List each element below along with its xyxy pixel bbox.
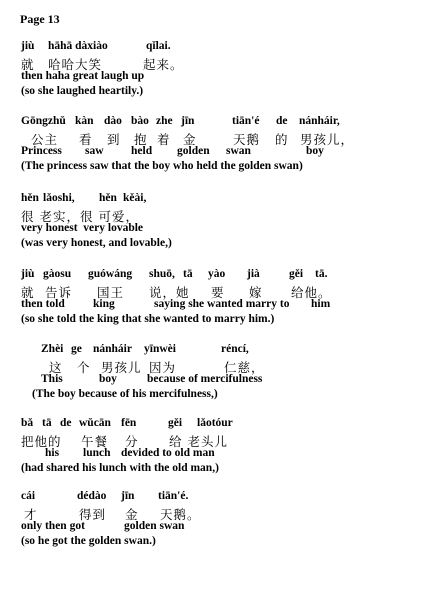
pinyin-line bbox=[21, 343, 417, 358]
pinyin-word: tā bbox=[42, 417, 52, 429]
hanzi-word: 得到 bbox=[79, 507, 107, 522]
pinyin-word: bào bbox=[131, 115, 149, 127]
pinyin-word: nánháir bbox=[93, 343, 132, 355]
english-gloss: his bbox=[45, 447, 60, 459]
hanzi-word: 仁慈， bbox=[224, 360, 265, 375]
english-gloss: devided to old man bbox=[121, 447, 215, 459]
sentence-block bbox=[21, 40, 417, 100]
hanzi-word: 男孩儿， bbox=[300, 132, 355, 147]
hanzi-word: 金 bbox=[125, 507, 139, 522]
pinyin-word: gěi bbox=[168, 417, 183, 429]
english-gloss: Princess bbox=[21, 145, 62, 157]
pinyin-word: nánháir, bbox=[299, 115, 340, 127]
pinyin-word: jiù bbox=[21, 40, 35, 52]
hanzi-line bbox=[21, 130, 417, 145]
hanzi-word: 把他的 bbox=[21, 434, 62, 449]
hanzi-word: 要 bbox=[211, 285, 225, 300]
sentence-block bbox=[21, 417, 417, 477]
pinyin-word: de bbox=[60, 417, 72, 429]
translation-line: (The princess saw that the boy who held the golden swan) bbox=[21, 160, 303, 172]
pinyin-line bbox=[21, 115, 417, 130]
sentence-block bbox=[21, 268, 417, 328]
hanzi-word: 分 bbox=[125, 434, 139, 449]
english-gloss: This bbox=[41, 373, 63, 385]
pinyin-word: jīn bbox=[181, 115, 195, 127]
english-gloss: only then got bbox=[21, 520, 85, 532]
hanzi-word: 天鹅 bbox=[233, 132, 261, 147]
english-gloss: very honest very lovable bbox=[21, 222, 144, 234]
pinyin-word: wǔcān bbox=[79, 417, 111, 429]
pinyin-word: lǎotóur bbox=[197, 417, 233, 429]
english-gloss-line bbox=[21, 145, 417, 160]
pinyin-word: hěn bbox=[99, 192, 117, 204]
pinyin-word: gěi bbox=[289, 268, 304, 280]
hanzi-word: 着 bbox=[157, 132, 171, 147]
pinyin-word: jiù bbox=[21, 268, 35, 280]
hanzi-word: 国王 bbox=[97, 285, 125, 300]
hanzi-word: 才 bbox=[24, 507, 38, 522]
pinyin-line bbox=[21, 490, 417, 505]
pinyin-word: bǎ bbox=[21, 417, 34, 429]
hanzi-word: 天鹅。 bbox=[160, 507, 201, 522]
translation-line: (so he got the golden swan.) bbox=[21, 535, 156, 547]
english-gloss-line bbox=[21, 520, 417, 535]
hanzi-word: 很 老实，很 可爱， bbox=[21, 209, 139, 224]
hanzi-word: 就 bbox=[21, 285, 35, 300]
translation-line: (so she laughed heartily.) bbox=[21, 85, 144, 97]
pinyin-line bbox=[21, 417, 417, 432]
pinyin-word: yīnwèi bbox=[144, 343, 176, 355]
translation-line: (was very honest, and lovable,) bbox=[21, 237, 172, 249]
sentence-block bbox=[21, 192, 417, 252]
pinyin-word: tā. bbox=[315, 268, 328, 280]
hanzi-word: 嫁 bbox=[249, 285, 263, 300]
hanzi-word: 金 bbox=[183, 132, 197, 147]
page-number: Page 13 bbox=[20, 12, 60, 26]
pinyin-line bbox=[21, 268, 417, 283]
english-gloss: then told bbox=[21, 298, 65, 310]
english-gloss: golden bbox=[177, 145, 210, 157]
english-gloss-line bbox=[21, 447, 417, 462]
english-gloss: boy bbox=[306, 145, 324, 157]
translation-line: (so she told the king that she wanted to marry him.) bbox=[21, 313, 275, 325]
pinyin-word: zhe bbox=[156, 115, 173, 127]
hanzi-line bbox=[21, 283, 417, 298]
pinyin-word: qǐlai. bbox=[146, 40, 171, 52]
pinyin-word: tiān'é bbox=[232, 115, 260, 127]
pinyin-word: jià bbox=[247, 268, 260, 280]
hanzi-word: 公主 bbox=[31, 132, 59, 147]
hanzi-line bbox=[21, 55, 417, 70]
hanzi-word: 午餐 bbox=[81, 434, 109, 449]
pinyin-word: lǎoshi, bbox=[43, 192, 75, 204]
english-gloss: him bbox=[311, 298, 331, 310]
hanzi-line bbox=[21, 505, 417, 520]
pinyin-word: hāhā dàxiào bbox=[48, 40, 108, 52]
english-gloss-line bbox=[21, 373, 417, 388]
pinyin-word: cái bbox=[21, 490, 36, 502]
hanzi-word: 因为 bbox=[149, 360, 177, 375]
pinyin-word: shuō, bbox=[149, 268, 175, 280]
hanzi-word: 说，她 bbox=[149, 285, 190, 300]
pinyin-word: tā bbox=[183, 268, 193, 280]
pinyin-word: réncí, bbox=[221, 343, 249, 355]
pinyin-word: dào bbox=[104, 115, 122, 127]
sentence-block bbox=[21, 343, 417, 403]
english-gloss: saw bbox=[85, 145, 104, 157]
hanzi-word: 抱 bbox=[134, 132, 148, 147]
hanzi-word: 的 bbox=[275, 132, 289, 147]
hanzi-word: 这 bbox=[49, 360, 63, 375]
pinyin-line bbox=[21, 40, 417, 55]
pinyin-word: gàosu bbox=[43, 268, 72, 280]
english-gloss: golden swan bbox=[124, 520, 185, 532]
hanzi-line bbox=[21, 207, 417, 222]
english-gloss-line bbox=[21, 298, 417, 313]
english-gloss: swan bbox=[226, 145, 251, 157]
sentence-block bbox=[21, 490, 417, 550]
english-gloss: because of mercifulness bbox=[147, 373, 263, 385]
pinyin-word: yào bbox=[208, 268, 226, 280]
translation-line: (had shared his lunch with the old man,) bbox=[21, 462, 219, 474]
pinyin-word: kěài, bbox=[123, 192, 147, 204]
pinyin-word: de bbox=[276, 115, 288, 127]
hanzi-word: 看 bbox=[79, 132, 93, 147]
pinyin-line bbox=[21, 192, 417, 207]
pinyin-word: dédào bbox=[77, 490, 107, 502]
hanzi-word: 男孩儿 bbox=[101, 360, 142, 375]
hanzi-word: 到 bbox=[107, 132, 121, 147]
pinyin-word: Zhèi bbox=[41, 343, 64, 355]
pinyin-word: tiān'é. bbox=[158, 490, 189, 502]
english-gloss: held bbox=[131, 145, 153, 157]
hanzi-word: 哈哈大笑 bbox=[48, 57, 103, 72]
translation-line: (The boy because of his mercifulness,) bbox=[32, 388, 218, 400]
sentence-block bbox=[21, 115, 417, 175]
english-gloss: saying she wanted marry to bbox=[154, 298, 290, 310]
pinyin-word: guówáng bbox=[88, 268, 133, 280]
english-gloss-line bbox=[21, 222, 417, 237]
pinyin-word: fēn bbox=[121, 417, 137, 429]
english-gloss: boy bbox=[99, 373, 117, 385]
pinyin-word: hěn bbox=[21, 192, 39, 204]
hanzi-line bbox=[21, 432, 417, 447]
pinyin-word: kàn bbox=[75, 115, 94, 127]
pinyin-word: jīn bbox=[121, 490, 135, 502]
hanzi-word: 告诉 bbox=[45, 285, 73, 300]
hanzi-line bbox=[21, 358, 417, 373]
english-gloss-line bbox=[21, 70, 417, 85]
pinyin-word: Gōngzhǔ bbox=[21, 115, 66, 127]
pinyin-word: ge bbox=[71, 343, 82, 355]
english-gloss: lunch bbox=[83, 447, 111, 459]
hanzi-word: 就 bbox=[21, 57, 35, 72]
hanzi-word: 个 bbox=[77, 360, 91, 375]
hanzi-word: 起来。 bbox=[143, 57, 184, 72]
hanzi-word: 给他。 bbox=[291, 285, 332, 300]
english-gloss: then haha great laugh up bbox=[21, 70, 145, 82]
hanzi-word: 给 老头儿 bbox=[169, 434, 228, 449]
english-gloss: king bbox=[93, 298, 115, 310]
